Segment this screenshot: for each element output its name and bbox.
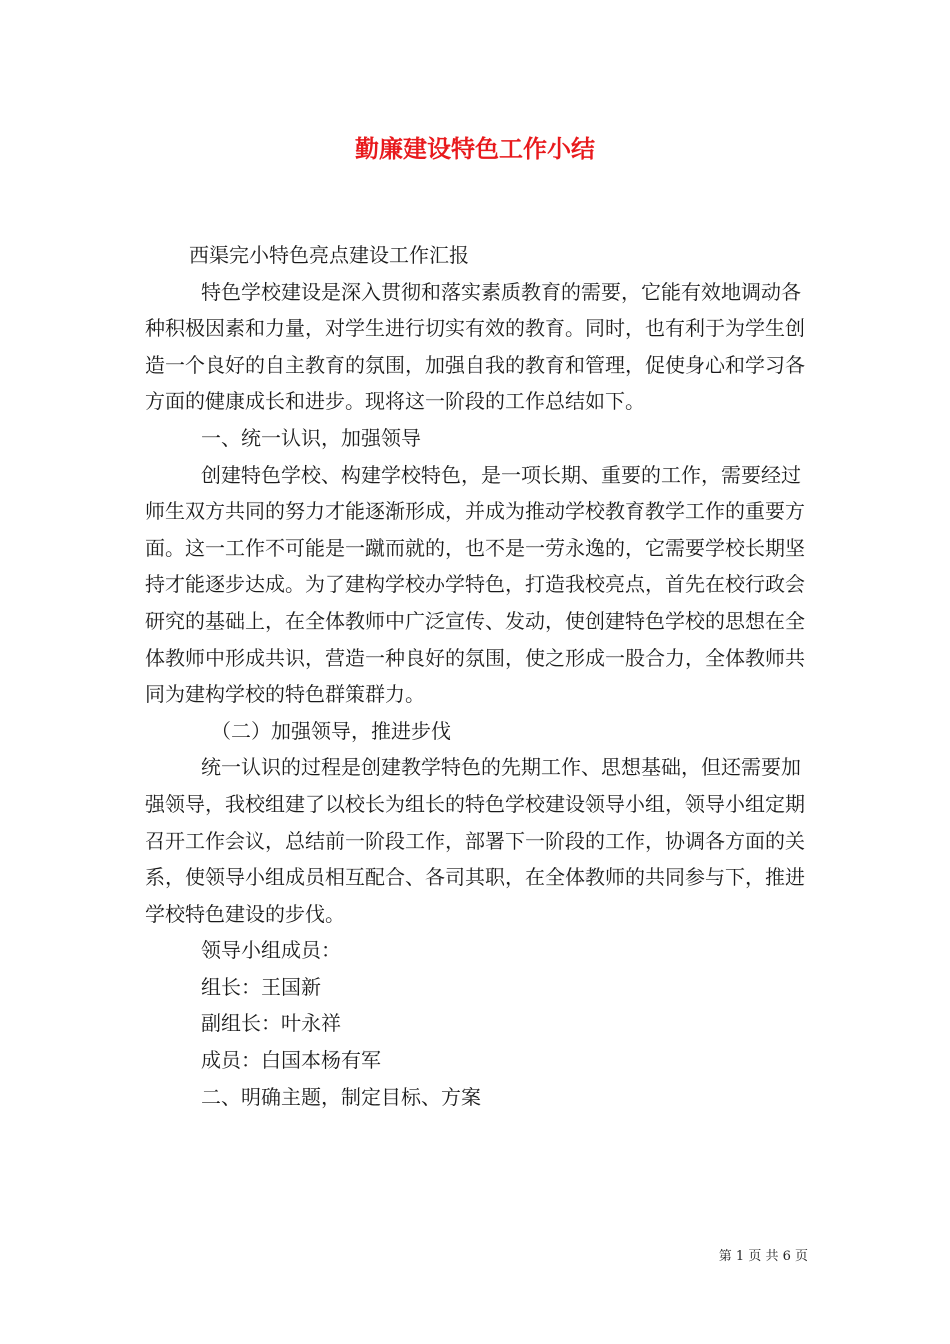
section-heading-3: 二、明确主题，制定目标、方案 (201, 1084, 481, 1109)
members-label: 领导小组成员： (201, 938, 341, 963)
page-footer: 第 1 页 共 6 页 (718, 1249, 808, 1264)
section-heading-1: 一、统一认识，加强领导 (201, 425, 421, 450)
members-line: 成员：白国本杨有军 (201, 1048, 381, 1073)
document-title: 勤廉建设特色工作小结 (355, 134, 595, 163)
document-body (145, 237, 810, 1115)
paragraph-2: 统一认识的过程是创建教学特色的先期工作、思想基础，但还需要加强领导，我校组建了以校长为组长的特色学校建设领导小组，领导小组定期召开工作会议，总结前一阶段工作，部署下一阶段的工作，协调各方面的关系，使领导小组成员相互配合、各司其职，在全体教师的共同参与下，推进学校特色建设的步伐。 (145, 755, 805, 926)
leader-line: 组长：王国新 (201, 974, 321, 999)
deputy-line: 副组长：叶永祥 (201, 1011, 341, 1036)
paragraph-1: 创建特色学校、构建学校特色，是一项长期、重要的工作，需要经过师生双方共同的努力才能逐渐形成，并成为推动学校教育教学工作的重要方面。这一工作不可能是一蹴而就的，也不是一劳永逸的，它需要学校长期坚持才能逐步达成。为了建构学校办学特色，打造我校亮点，首先在校行政会研究的基础上，在全体教师中广泛宣传、发动，使创建特色学校的思想在全体教师中形成共识，营造一种良好的氛围，使之形成一股合力，全体教师共同为建构学校的特色群策群力。 (145, 462, 805, 707)
section-heading-2: （二）加强领导，推进步伐 (211, 718, 451, 743)
intro-paragraph: 特色学校建设是深入贯彻和落实素质教育的需要，它能有效地调动各种积极因素和力量，对学生进行切实有效的教育。同时，也有利于为学生创造一个良好的自主教育的氛围，加强自我的教育和管理，促使身心和学习各方面的健康成长和进步。现将这一阶段的工作总结如下。 (145, 279, 805, 414)
report-subtitle: 西渠完小特色亮点建设工作汇报 (189, 243, 469, 267)
